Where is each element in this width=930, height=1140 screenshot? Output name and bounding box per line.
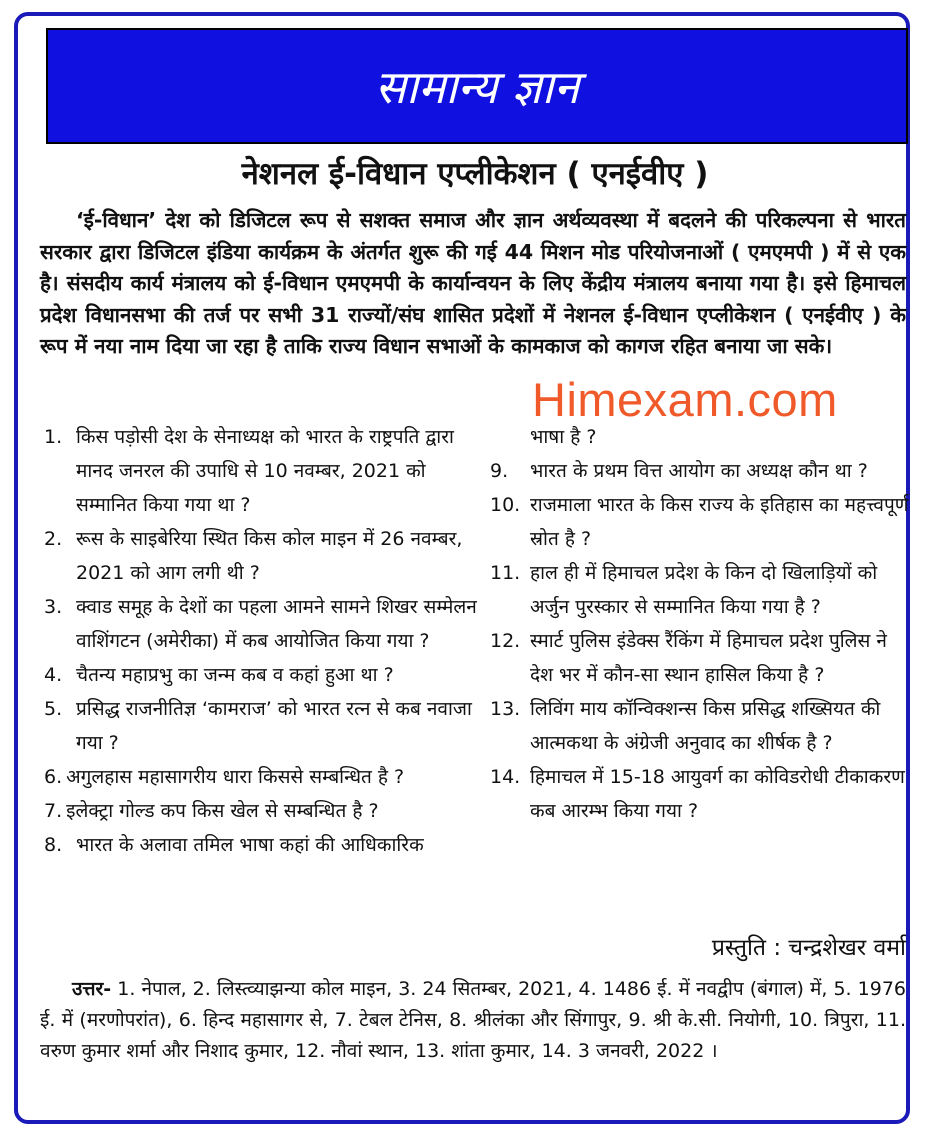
question-12: 12. स्मार्ट पुलिस इंडेक्स रैंकिंग में हिमाचल प्रदेश पुलिस ने देश भर में कौन-सा स्थान हासिल किया है ?	[490, 630, 887, 686]
answers-paragraph	[40, 974, 906, 1067]
banner-title: सामान्य ज्ञान	[374, 60, 580, 114]
question-8: 8. भारत के अलावा तमिल भाषा कहां की आधिकारिक	[44, 834, 424, 856]
question-10: 10. राजमाला भारत के किस राज्य के इतिहास का महत्त्वपूर्ण स्रोत है ?	[490, 494, 909, 550]
title-banner	[46, 28, 908, 144]
question-4: 4. चैतन्य महाप्रभु का जन्म कब व कहां हुआ था ?	[44, 664, 394, 686]
answers-text: 1. नेपाल, 2. लिस्त्व्याझन्या कोल माइन, 3. 24 सितम्बर, 2021, 4. 1486 ई. में नवद्वीप (बंगाल) में, 5. 1976 ई. में (मरणोपरांत), 6. हिन्द महासागर से, 7. टेबल टेनिस, 8. श्रीलंका और सिंगापुर, 9. श्री के.सी. नियोगी, 10. त्रिपुरा, 11. वरुण कुमार शर्मा और निशाद कुमार, 12. नौवां स्थान, 13. शांता कुमार, 14. 3 जनवरी, 2022 ।	[40, 978, 906, 1062]
question-7: 7. इलेक्ट्रा गोल्ड कप किस खेल से सम्बन्धित है ?	[44, 800, 379, 822]
question-11: 11. हाल ही में हिमाचल प्रदेश के किन दो खिलाड़ियों को अर्जुन पुरस्कार से सम्मानित किया गया है ?	[490, 562, 878, 618]
question-5: 5. प्रसिद्ध राजनीतिज्ञ ‘कामराज’ को भारत रत्न से कब नवाजा गया ?	[44, 698, 472, 754]
question-8-continuation: भाषा है ?	[530, 426, 597, 448]
intro-paragraph: ‘ई-विधान’ देश को डिजिटल रूप से सशक्त समाज और ज्ञान अर्थव्यवस्था में बदलने की परिकल्पना से भारत सरकार द्वारा डिजिटल इंडिया कार्यक्रम के अंतर्गत शुरू की गई 44 मिशन मोड परियोजनाओं ( एमएमपी ) में से एक है। संसदीय कार्य मंत्रालय को ई-विधान एमएमपी के कार्यान्वयन के लिए केंद्रीय मंत्रालय बनाया गया है। इसे हिमाचल प्रदेश विधानसभा की तर्ज पर सभी 31 राज्यों/संघ शासित प्रदेशों में नेशनल ई-विधान एप्लीकेशन ( एनईवीए ) के रूप में नया नाम दिया जा रहा है ताकि राज्य विधान सभाओं के कामकाज को कागज रहित बनाया जा सके।	[40, 208, 906, 358]
question-6: 6. अगुलहास महासागरीय धारा किससे सम्बन्धित है ?	[44, 766, 405, 788]
questions-left-column	[44, 420, 482, 862]
question-9: 9. भारत के प्रथम वित्त आयोग का अध्यक्ष कौन था ?	[490, 460, 868, 482]
credit-line: प्रस्तुति : चन्द्रशेखर वर्मा	[711, 935, 906, 961]
question-13: 13. लिविंग माय कॉन्विक्शन्स किस प्रसिद्ध शख्सियत की आत्मकथा के अंग्रेजी अनुवाद का शीर्षक है ?	[490, 698, 881, 754]
question-1: 1. किस पड़ोसी देश के सेनाध्यक्ष को भारत के राष्ट्रपति द्वारा मानद जनरल की उपाधि से 10 नवम्बर, 2021 को सम्मानित किया गया था ?	[44, 426, 454, 516]
answers-label: उत्तर-	[72, 978, 112, 1000]
question-3: 3. क्वाड समूह के देशों का पहला आमने सामने शिखर सम्मेलन वाशिंगटन (अमेरीका) में कब आयोजित किया गया ?	[44, 596, 477, 652]
article-title: नेशनल ई-विधान एप्लीकेशन ( एनईवीए )	[241, 156, 709, 192]
question-2: 2. रूस के साइबेरिया स्थित किस कोल माइन में 26 नवम्बर, 2021 को आग लगी थी ?	[44, 528, 463, 584]
watermark: Himexam.com	[532, 373, 838, 426]
questions-right-column	[490, 420, 914, 828]
question-14: 14. हिमाचल में 15-18 आयुवर्ग का कोविडरोधी टीकाकरण कब आरम्भ किया गया ?	[490, 766, 905, 822]
